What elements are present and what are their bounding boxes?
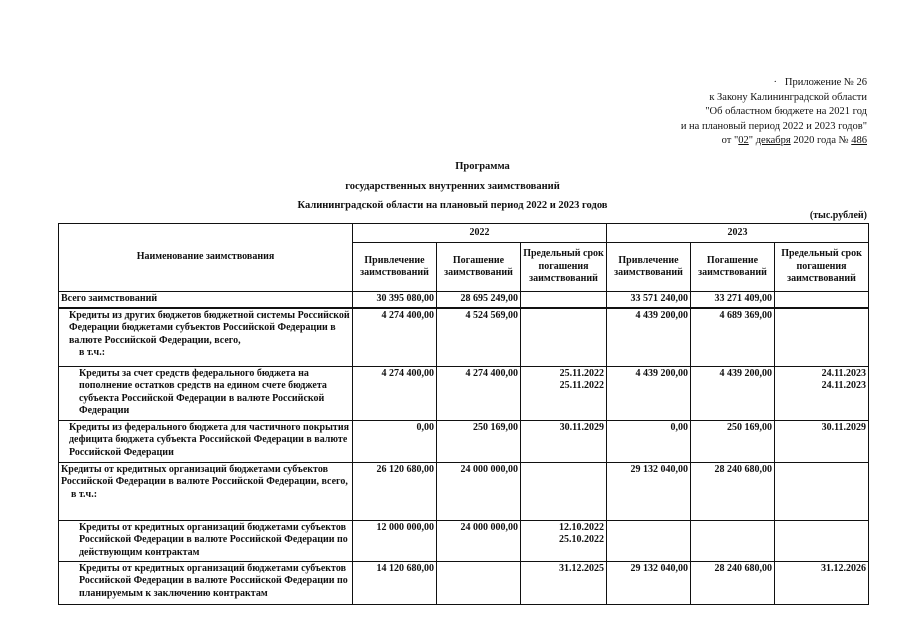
row-name-cell	[59, 462, 353, 520]
cell-attraction-2023: 4 439 200,00	[607, 366, 691, 420]
cell-repayment-2022: 4 274 400,00	[437, 366, 521, 420]
row-name-cell	[59, 420, 353, 462]
header-attraction-2023: Привлечение заимствований	[607, 243, 691, 292]
header-repayment-2023: Погашение заимствований	[691, 243, 775, 292]
row-name: Кредиты за счет средств федерального бюджета на пополнение остатков средств на едином счете бюджета субъекта Российской Федерации в валюте Российской Федерации	[79, 367, 327, 416]
header-deadline-2022: Предельный срок погашения заимствований	[521, 243, 607, 292]
appendix-line-4: и на плановый период 2022 и 2023 годов"	[680, 120, 867, 132]
cell-deadline-2023	[775, 462, 869, 520]
cell-repayment-2022: 28 695 249,00	[437, 292, 521, 308]
table-row	[59, 420, 869, 462]
row-name: Кредиты от кредитных организаций бюджетами субъектов Российской Федерации в валюте Российской Федерации по действующим контрактам	[79, 521, 348, 558]
cell-deadline-2023: 30.11.2029	[775, 420, 869, 462]
title-line-2: государственных внутренних заимствований	[345, 180, 560, 192]
cell-repayment-2023: 28 240 680,00	[691, 462, 775, 520]
appendix-block	[681, 76, 867, 149]
header-year-2023: 2023	[607, 224, 869, 243]
title-line-3: Калининградской области на плановый период 2022 и 2023 годов	[297, 200, 608, 211]
cell-repayment-2022: 24 000 000,00	[437, 462, 521, 520]
cell-repayment-2023	[691, 520, 775, 561]
appendix-mark: ·	[773, 77, 777, 88]
cell-deadline-2022: 12.10.2022 25.10.2022	[521, 520, 607, 561]
row-name: Кредиты от кредитных организаций бюджетами субъектов Российской Федерации в валюте Российской Федерации по планируемым к заключению контрактам	[79, 562, 348, 599]
cell-repayment-2023: 250 169,00	[691, 420, 775, 462]
row-including-note: в т.ч.:	[79, 347, 106, 358]
cell-deadline-2022: 31.12.2025	[521, 561, 607, 604]
cell-attraction-2022: 4 274 400,00	[353, 366, 437, 420]
cell-deadline-2022	[521, 462, 607, 520]
row-including-note: в т.ч.:	[71, 488, 98, 500]
cell-attraction-2023	[607, 520, 691, 561]
table-row	[59, 292, 869, 308]
cell-repayment-2023: 4 689 369,00	[691, 308, 775, 367]
cell-repayment-2022: 250 169,00	[437, 420, 521, 462]
row-name-cell	[59, 561, 353, 604]
cell-repayment-2022	[437, 561, 521, 604]
cell-attraction-2022: 4 274 400,00	[353, 308, 437, 367]
title-line-1: Программа	[455, 161, 510, 172]
cell-deadline-2023	[775, 520, 869, 561]
cell-attraction-2023: 4 439 200,00	[607, 308, 691, 367]
cell-attraction-2022: 0,00	[353, 420, 437, 462]
row-name: Всего заимствований	[61, 293, 158, 304]
cell-attraction-2022: 26 120 680,00	[353, 462, 437, 520]
cell-repayment-2022: 24 000 000,00	[437, 520, 521, 561]
date-day: 02	[738, 135, 749, 146]
document-title	[0, 157, 905, 216]
row-name-cell	[59, 366, 353, 420]
appendix-line-2: к Закону Калининградской области	[709, 91, 867, 103]
cell-deadline-2023: 31.12.2026	[775, 561, 869, 604]
header-attraction-2022: Привлечение заимствований	[353, 243, 437, 292]
row-name: Кредиты из федерального бюджета для частичного покрытия дефицита бюджета субъекта Российской Федерации в валюте Российской Федерации	[69, 421, 349, 458]
cell-deadline-2022	[521, 292, 607, 308]
appendix-date-line: от "02" декабря 2020 года № 486	[721, 135, 867, 146]
appendix-line-1: · Приложение № 26	[773, 77, 867, 88]
row-name: Кредиты от кредитных организаций бюджетами субъектов Российской Федерации в валюте Российской Федерации, всего,	[61, 463, 348, 487]
appendix-line-3: "Об областном бюджете на 2021 год	[705, 106, 867, 117]
cell-attraction-2023: 33 571 240,00	[607, 292, 691, 308]
cell-repayment-2023: 28 240 680,00	[691, 561, 775, 604]
law-number: 486	[851, 135, 867, 146]
cell-attraction-2022: 14 120 680,00	[353, 561, 437, 604]
cell-deadline-2023	[775, 292, 869, 308]
row-name-cell	[59, 308, 353, 367]
cell-attraction-2023: 29 132 040,00	[607, 462, 691, 520]
cell-deadline-2023: 24.11.2023 24.11.2023	[775, 366, 869, 420]
cell-deadline-2023	[775, 308, 869, 367]
table-row	[59, 308, 869, 367]
header-year-2022: 2022	[353, 224, 607, 243]
row-name-cell	[59, 292, 353, 308]
units-label: (тыс.рублей)	[809, 210, 867, 221]
cell-repayment-2022: 4 524 569,00	[437, 308, 521, 367]
cell-repayment-2023: 4 439 200,00	[691, 366, 775, 420]
borrowings-table	[58, 223, 869, 605]
row-name: Кредиты из других бюджетов бюджетной системы Российской Федерации бюджетами субъектов Российской Федерации в валюте Российской Федерации, всего,	[69, 309, 350, 346]
table-row	[59, 520, 869, 561]
cell-deadline-2022: 30.11.2029	[521, 420, 607, 462]
table-row	[59, 462, 869, 520]
table-row	[59, 366, 869, 420]
date-month: декабря	[755, 135, 791, 146]
header-repayment-2022: Погашение заимствований	[437, 243, 521, 292]
header-deadline-2023: Предельный срок погашения заимствований	[775, 243, 869, 292]
row-name-cell	[59, 520, 353, 561]
cell-repayment-2023: 33 271 409,00	[691, 292, 775, 308]
cell-attraction-2022: 30 395 080,00	[353, 292, 437, 308]
cell-attraction-2022: 12 000 000,00	[353, 520, 437, 561]
cell-attraction-2023: 0,00	[607, 420, 691, 462]
cell-attraction-2023: 29 132 040,00	[607, 561, 691, 604]
header-name: Наименование заимствования	[59, 224, 353, 292]
table-row	[59, 561, 869, 604]
cell-deadline-2022	[521, 308, 607, 367]
cell-deadline-2022: 25.11.2022 25.11.2022	[521, 366, 607, 420]
